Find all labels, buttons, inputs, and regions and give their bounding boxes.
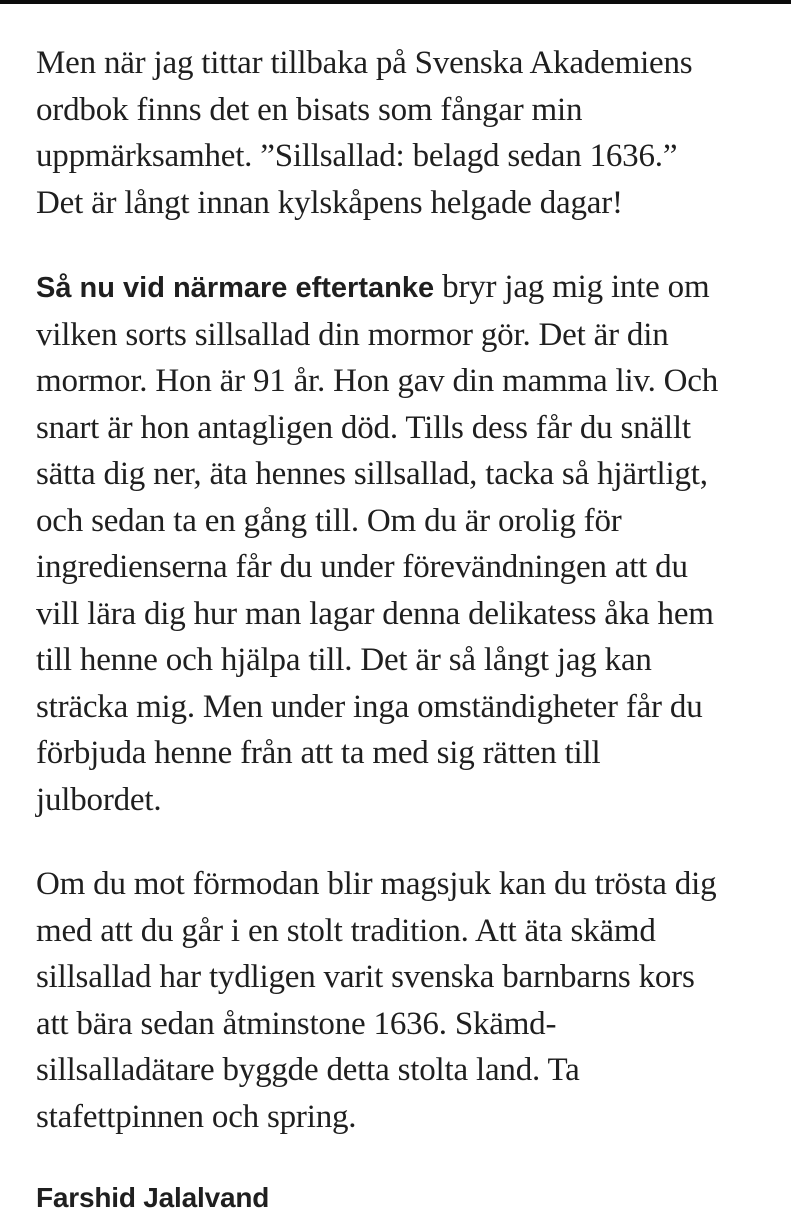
text-line-first	[36, 264, 776, 312]
bold-lead-in: Så nu vid närmare eftertanke	[36, 272, 435, 304]
text-line: sätta dig ner, äta hennes sillsallad, tacka så hjärtligt,	[36, 456, 708, 492]
text-line: med att du går i en stolt tradition. Att äta skämd	[36, 912, 656, 949]
text-line: julbordet.	[36, 781, 162, 818]
text-line: sillsalladätare byggde detta stolta land. Ta	[36, 1052, 580, 1088]
text-line: vill lära dig hur man lagar denna delikatess åka hem	[36, 595, 714, 632]
text-line: vilken sorts sillsallad din mormor gör. Det är din	[36, 316, 669, 353]
text-line: till henne och hjälpa till. Det är så långt jag kan	[36, 642, 652, 678]
text-line: ingredienserna får du under förevändningen att du	[36, 549, 688, 585]
text-line: sträcka mig. Men under inga omständigheter får du	[36, 688, 703, 725]
paragraph-1	[36, 40, 776, 226]
text-line: sillsallad har tydligen varit svenska barnbarns kors	[36, 959, 695, 995]
text-line: stafettpinnen och spring.	[36, 1098, 357, 1135]
text-line: snart är hon antagligen död. Tills dess får du snällt	[36, 409, 691, 446]
article-body	[36, 40, 776, 1216]
text-line: uppmärksamhet. ”Sillsallad: belagd sedan 1636.”	[36, 138, 678, 174]
text-line: ordbok finns det en bisats som fångar min	[36, 91, 583, 128]
paragraph-2	[36, 264, 776, 823]
text-line: Om du mot förmodan blir magsjuk kan du trösta dig	[36, 866, 717, 902]
text-line: förbjuda henne från att ta med sig rätten till	[36, 735, 601, 771]
author-name: Farshid Jalalvand	[36, 1182, 270, 1213]
text-line: att bära sedan åtminstone 1636. Skämd-	[36, 1005, 557, 1042]
text-line: och sedan ta en gång till. Om du är orolig för	[36, 502, 622, 539]
text-line: Men när jag tittar tillbaka på Svenska Akademiens	[36, 45, 693, 81]
text-segment: bryr jag mig inte om	[434, 269, 710, 305]
text-line: Det är långt innan kylskåpens helgade dagar!	[36, 184, 623, 221]
text-line: mormor. Hon är 91 år. Hon gav din mamma liv. Och	[36, 363, 719, 399]
paragraph-3	[36, 861, 776, 1140]
top-border	[0, 0, 791, 4]
